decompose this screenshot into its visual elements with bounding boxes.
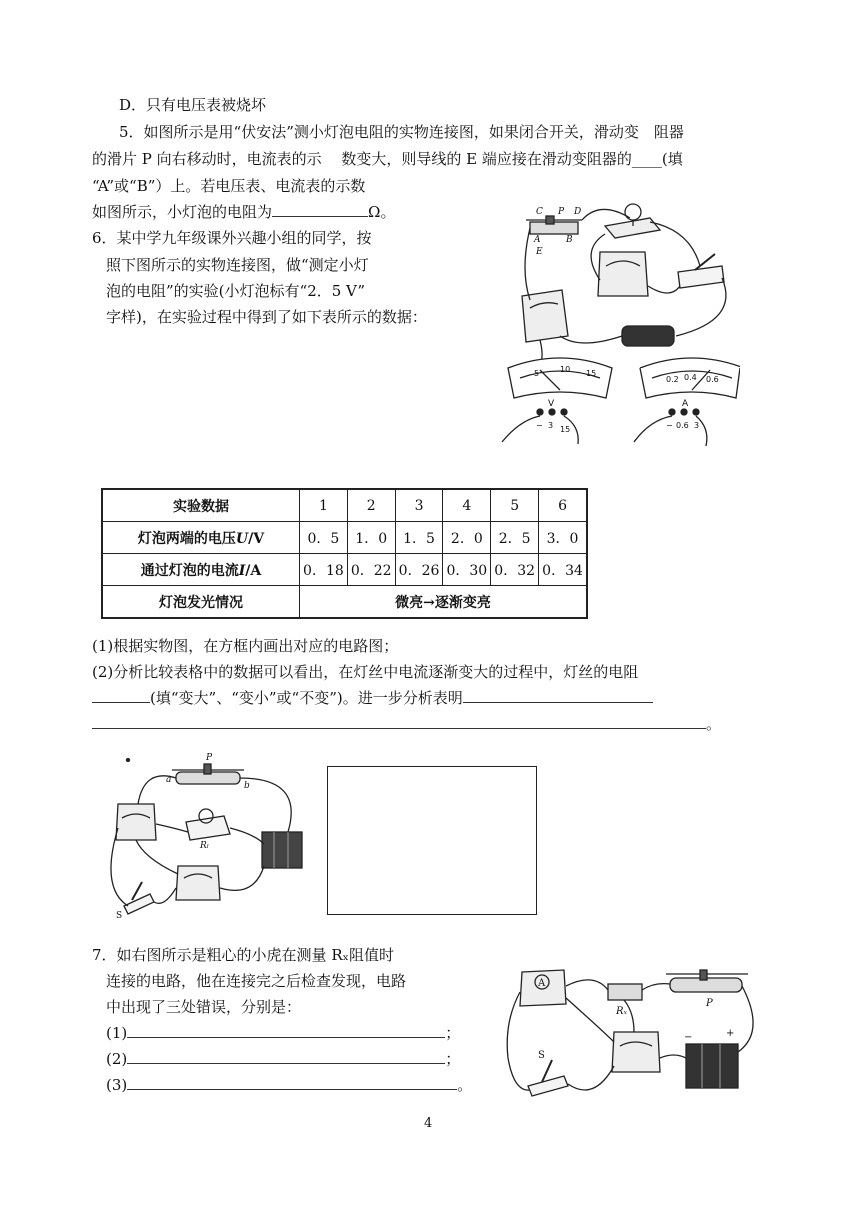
trial-6: 6 — [539, 489, 587, 522]
q5-line1: 5．如图所示是用“伏安法”测小灯泡电阻的实物连接图，如果闭合开关，滑动变 阻器 — [119, 123, 684, 141]
q7-error-2-blank[interactable] — [127, 1048, 445, 1064]
voltage-cell: 2．0 — [443, 522, 491, 554]
fig3-label-pos: + — [726, 1028, 735, 1039]
fig1-v-scale-15: 15 — [586, 369, 597, 378]
voltage-cell: 1．0 — [347, 522, 395, 554]
q7-item-2-label: (2) — [106, 1050, 128, 1068]
q7-error-1-blank[interactable] — [127, 1022, 445, 1038]
q7-item-3 — [106, 1074, 472, 1096]
trial-3: 3 — [395, 489, 443, 522]
fig3-label-rx: Rₓ — [616, 1006, 628, 1017]
fig1-label-c: C — [536, 207, 543, 217]
q6-sub2-line2-text: (填“变大”、“变小”或“不变”)。进一步分析表明 — [150, 689, 463, 707]
fig2-label-s: S — [116, 911, 123, 920]
current-cell: 0．32 — [491, 554, 539, 586]
q6-resistance-change-blank[interactable] — [92, 687, 150, 703]
trial-4: 4 — [443, 489, 491, 522]
trial-2: 2 — [347, 489, 395, 522]
q4-option-d: D．只有电压表被烧坏 — [119, 96, 267, 114]
current-label-var: I — [238, 562, 246, 579]
fig2-label-p: P — [206, 753, 213, 763]
fig3-label-s: S — [538, 1050, 545, 1061]
current-label-text: 通过灯泡的电流 — [140, 562, 239, 579]
current-cell: 0．34 — [539, 554, 587, 586]
q5-line3: “A”或“B”）上。若电压表、电流表的示数 — [92, 177, 366, 195]
fig3-label-a: A — [538, 978, 546, 989]
fig1-a-scale-04: 0.4 — [684, 373, 697, 382]
glow-row-label: 灯泡发光情况 — [102, 586, 300, 619]
q7-line1: 7．如右图所示是粗心的小虎在测量 Rₓ阻值时 — [92, 946, 394, 964]
fig2-label-a: a — [166, 775, 172, 785]
fig1-v-term-15: 15 — [560, 425, 571, 434]
q6-line1: 6．某中学九年级课外兴趣小组的同学，按 — [92, 229, 372, 247]
q5-line4 — [92, 201, 395, 223]
fig1-v-scale-10: 10 — [560, 365, 571, 374]
table-row — [102, 489, 587, 522]
q6-analysis-blank-1[interactable] — [463, 687, 653, 703]
trial-5: 5 — [491, 489, 539, 522]
q6-sub1: (1)根据实物图，在方框内画出对应的电路图； — [92, 637, 399, 655]
voltage-label-unit: /V — [248, 530, 265, 547]
q7-item-3-end: 。 — [457, 1076, 473, 1094]
voltage-cell: 0．5 — [300, 522, 348, 554]
table-header-label: 实验数据 — [102, 489, 300, 522]
table-row — [102, 522, 587, 554]
fig3-label-neg: − — [684, 1032, 693, 1043]
fig1-a-term-06: 0.6 — [676, 421, 689, 430]
current-cell: 0．26 — [395, 554, 443, 586]
fig1-a-scale-02: 0.2 — [666, 375, 679, 384]
current-cell: 0．18 — [300, 554, 348, 586]
voltage-cell: 3．0 — [539, 522, 587, 554]
fig1-label-a: A — [534, 235, 541, 245]
fig1-a-term-neg: − — [666, 421, 673, 430]
fig1-v-term-neg: − — [536, 421, 543, 430]
page-number: 4 — [424, 1116, 433, 1131]
q6-data-table — [101, 488, 588, 619]
voltage-cell: 1．5 — [395, 522, 443, 554]
voltage-cell: 2．5 — [491, 522, 539, 554]
fig3-label-p: P — [706, 998, 713, 1009]
q6-line4: 字样)，在实验过程中得到了如下表所示的数据： — [106, 308, 427, 326]
q7-item-1 — [106, 1022, 460, 1044]
current-label-unit: /A — [245, 562, 262, 579]
glow-value: 微亮→逐渐变亮 — [300, 586, 588, 619]
circuit-diagram-answer-box[interactable] — [327, 766, 537, 915]
fig2-label-b: b — [244, 781, 250, 791]
fig1-label-p: P — [558, 207, 565, 217]
q7-line2: 连接的电路，他在连接完之后检查发现，电路 — [106, 972, 407, 990]
q7-item-1-label: (1) — [106, 1024, 128, 1042]
q6-circuit-figure — [104, 748, 320, 920]
fig1-v-term-3: 3 — [548, 421, 554, 430]
fig1-a-label: A — [682, 399, 689, 409]
trial-1: 1 — [300, 489, 348, 522]
q6-sub2-line3 — [92, 713, 721, 735]
fig1-v-label: V — [548, 399, 555, 409]
fig1-a-term-3: 3 — [694, 421, 700, 430]
q6-analysis-blank-2[interactable] — [92, 713, 706, 729]
q6-line2: 照下图所示的实物连接图，做“测定小灯 — [106, 256, 369, 274]
q7-item-2-end: ； — [445, 1050, 461, 1068]
current-cell: 0．30 — [443, 554, 491, 586]
q6-sub2-line2 — [92, 687, 653, 709]
q6-sub2-end: 。 — [706, 715, 722, 733]
q7-item-1-end: ； — [445, 1024, 461, 1042]
fig2-label-rl: Rₗ — [200, 841, 209, 851]
current-cell: 0．22 — [347, 554, 395, 586]
q5-line4-text: 如图所示，小灯泡的电阻为 — [92, 203, 273, 221]
q5-circuit-figure — [500, 190, 740, 448]
q7-item-2 — [106, 1048, 460, 1070]
q7-error-3-blank[interactable] — [127, 1074, 457, 1090]
q7-circuit-figure — [504, 962, 774, 1112]
voltage-label-text: 灯泡两端的电压 — [137, 530, 236, 547]
q6-sub2-line1: (2)分析比较表格中的数据可以看出，在灯丝中电流逐渐变大的过程中，灯丝的电阻 — [92, 663, 639, 681]
current-row-label — [102, 554, 300, 586]
voltage-row-label — [102, 522, 300, 554]
fig1-v-scale-5: 5 — [534, 369, 540, 378]
q5-resistance-blank[interactable] — [272, 201, 368, 217]
q6-line3: 泡的电阻”的实验(小灯泡标有“2．5 V” — [106, 282, 366, 300]
q5-line2: 的滑片 P 向右移动时，电流表的示 数变大，则导线的 E 端应接在滑动变阻器的____(填 — [92, 150, 683, 168]
voltage-label-var: U — [235, 530, 249, 547]
q5-line4-unit: Ω。 — [368, 203, 396, 221]
fig1-label-b: B — [566, 235, 573, 245]
fig1-a-scale-06: 0.6 — [706, 375, 719, 384]
fig1-label-e: E — [536, 247, 543, 257]
table-row — [102, 554, 587, 586]
table-row — [102, 586, 587, 619]
fig1-label-d: D — [574, 207, 582, 217]
q7-line3: 中出现了三处错误，分别是： — [106, 998, 302, 1016]
q7-item-3-label: (3) — [106, 1076, 128, 1094]
